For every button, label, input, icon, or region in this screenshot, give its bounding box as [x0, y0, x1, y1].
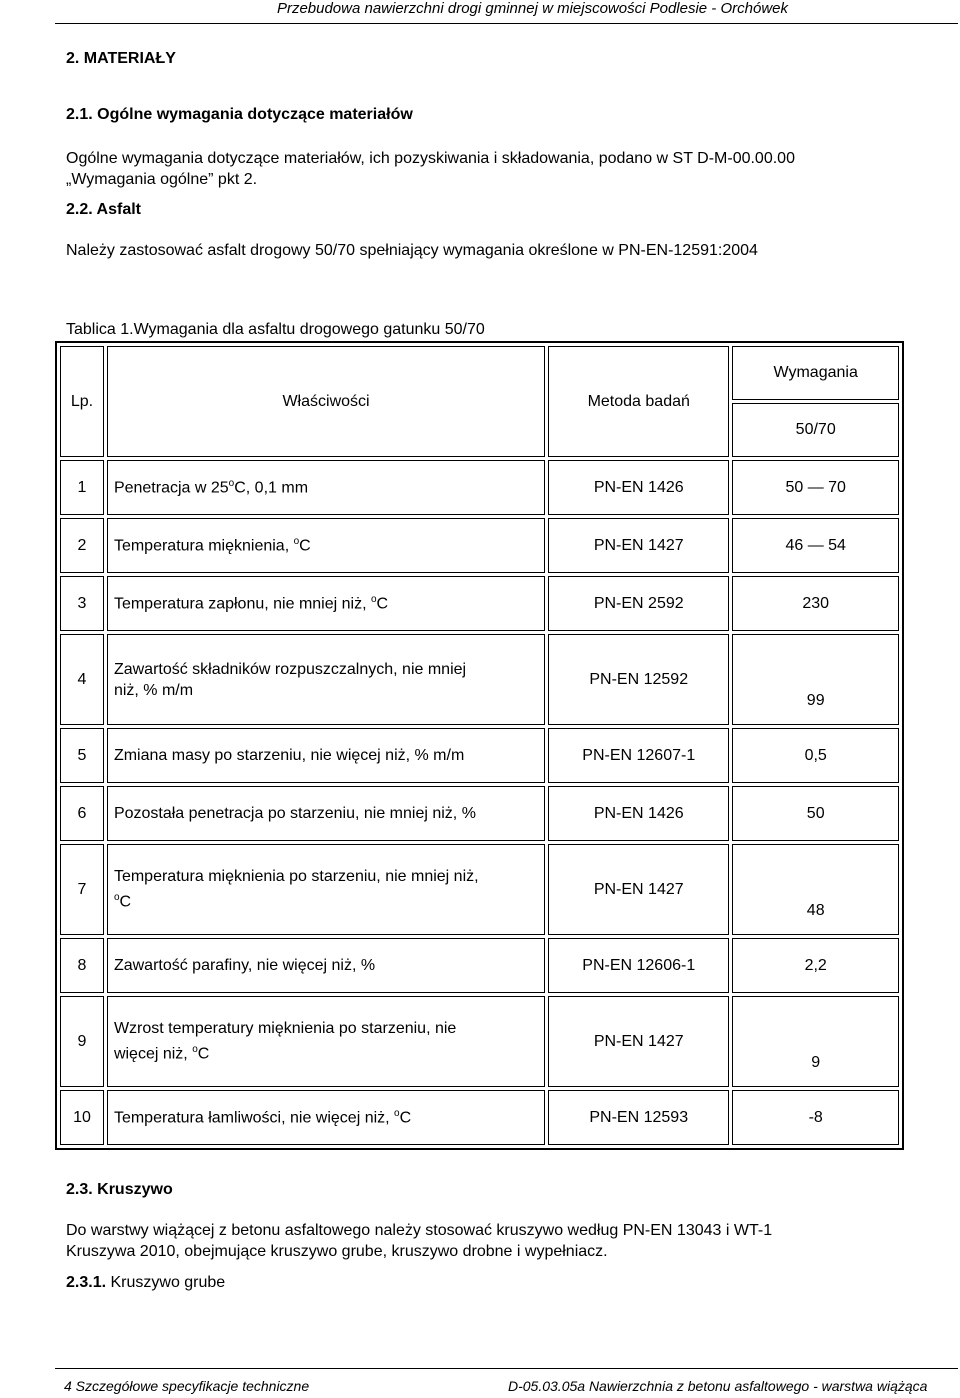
row-property: Zawartość składników rozpuszczalnych, nie mniej niż, % m/m [107, 634, 545, 725]
asphalt-text: Należy zastosować asfalt drogowy 50/70 spełniający wymagania określone w PN-EN-12591:2004 [66, 242, 758, 259]
table-row [60, 844, 899, 935]
row-lp: 3 [60, 576, 104, 631]
row-property: Wzrost temperatury mięknienia po starzeniu, nie więcej niż, $^o$C [107, 996, 545, 1087]
row-method: PN-EN 12592 [548, 634, 729, 725]
aggregate-text-line2: Kruszywa 2010, obejmujące kruszywo grube, kruszywo drobne i wypełniacz. [66, 1243, 608, 1260]
row-value: 9 [732, 996, 899, 1087]
table-row [60, 996, 899, 1087]
row-method: PN-EN 1427 [548, 844, 729, 935]
table-row [60, 576, 899, 631]
section-title: 2. MATERIAŁY [66, 50, 176, 67]
row-value: -8 [732, 1090, 899, 1145]
row-property: Penetracja w 25$^o$C, 0,1 mm [107, 460, 545, 515]
row-value: 99 [732, 634, 899, 725]
header-rule [55, 23, 958, 24]
general-requirements-line2: „Wymagania ogólne” pkt 2. [66, 171, 258, 188]
row-value: 230 [732, 576, 899, 631]
header-grade: 50/70 [732, 403, 899, 457]
table-row [60, 634, 899, 725]
row-lp: 10 [60, 1090, 104, 1145]
header-requirements: Wymagania [732, 346, 899, 400]
row-lp: 7 [60, 844, 104, 935]
requirements-table [55, 341, 904, 1150]
row-property: Zmiana masy po starzeniu, nie więcej niż, % m/m [107, 728, 545, 783]
row-method: PN-EN 1427 [548, 518, 729, 573]
footer-rule [55, 1368, 958, 1369]
header-lp: Lp. [60, 346, 104, 457]
row-lp: 2 [60, 518, 104, 573]
footer-spec-code: D-05.03.05a Nawierzchnia z betonu asfaltowego - warstwa wiążąca [508, 1378, 928, 1394]
row-method: PN-EN 12606-1 [548, 938, 729, 993]
row-method: PN-EN 1426 [548, 786, 729, 841]
row-method: PN-EN 12593 [548, 1090, 729, 1145]
row-property: Zawartość parafiny, nie więcej niż, % [107, 938, 545, 993]
row-method: PN-EN 1427 [548, 996, 729, 1087]
footer-page-label: 4 Szczegółowe specyfikacje techniczne [64, 1378, 310, 1394]
row-property: Temperatura mięknienia, $^o$C [107, 518, 545, 573]
subsection-title-asphalt: 2.2. Asfalt [66, 201, 141, 218]
table-caption: Tablica 1.Wymagania dla asfaltu drogowego gatunku 50/70 [66, 321, 485, 338]
row-lp: 6 [60, 786, 104, 841]
table-row [60, 460, 899, 515]
row-property: Temperatura mięknienia po starzeniu, nie mniej niż, $^o$C [107, 844, 545, 935]
row-value: 48 [732, 844, 899, 935]
row-method: PN-EN 1426 [548, 460, 729, 515]
table-row [60, 938, 899, 993]
subsection-title-general: 2.1. Ogólne wymagania dotyczące materiałów [66, 106, 413, 123]
running-header: Przebudowa nawierzchni drogi gminnej w miejscowości Podlesie - Orchówek [276, 0, 788, 17]
table-row [60, 1090, 899, 1145]
subsubsection-title-coarse: 2.3.1. Kruszywo grube [66, 1274, 226, 1291]
row-method: PN-EN 12607-1 [548, 728, 729, 783]
row-method: PN-EN 2592 [548, 576, 729, 631]
subsection-title-aggregate: 2.3. Kruszywo [66, 1181, 173, 1198]
row-lp: 8 [60, 938, 104, 993]
table-row [60, 518, 899, 573]
table-row [60, 728, 899, 783]
row-value: 46 — 54 [732, 518, 899, 573]
row-value: 2,2 [732, 938, 899, 993]
aggregate-text-line1: Do warstwy wiążącej z betonu asfaltowego należy stosować kruszywo według PN-EN 13043 i WT-1 [66, 1222, 773, 1239]
header-method: Metoda badań [548, 346, 729, 457]
header-property: Właściwości [107, 346, 545, 457]
row-value: 0,5 [732, 728, 899, 783]
row-value: 50 [732, 786, 899, 841]
general-requirements-line1: Ogólne wymagania dotyczące materiałów, ich pozyskiwania i składowania, podano w ST D-M-00.00.00 [66, 150, 795, 167]
row-lp: 4 [60, 634, 104, 725]
row-property: Temperatura zapłonu, nie mniej niż, $^o$C [107, 576, 545, 631]
row-lp: 1 [60, 460, 104, 515]
row-value: 50 — 70 [732, 460, 899, 515]
row-property: Pozostała penetracja po starzeniu, nie mniej niż, % [107, 786, 545, 841]
row-property: Temperatura łamliwości, nie więcej niż, $^o$C [107, 1090, 545, 1145]
row-lp: 9 [60, 996, 104, 1087]
table-header-row [60, 346, 899, 400]
row-lp: 5 [60, 728, 104, 783]
table-row [60, 786, 899, 841]
